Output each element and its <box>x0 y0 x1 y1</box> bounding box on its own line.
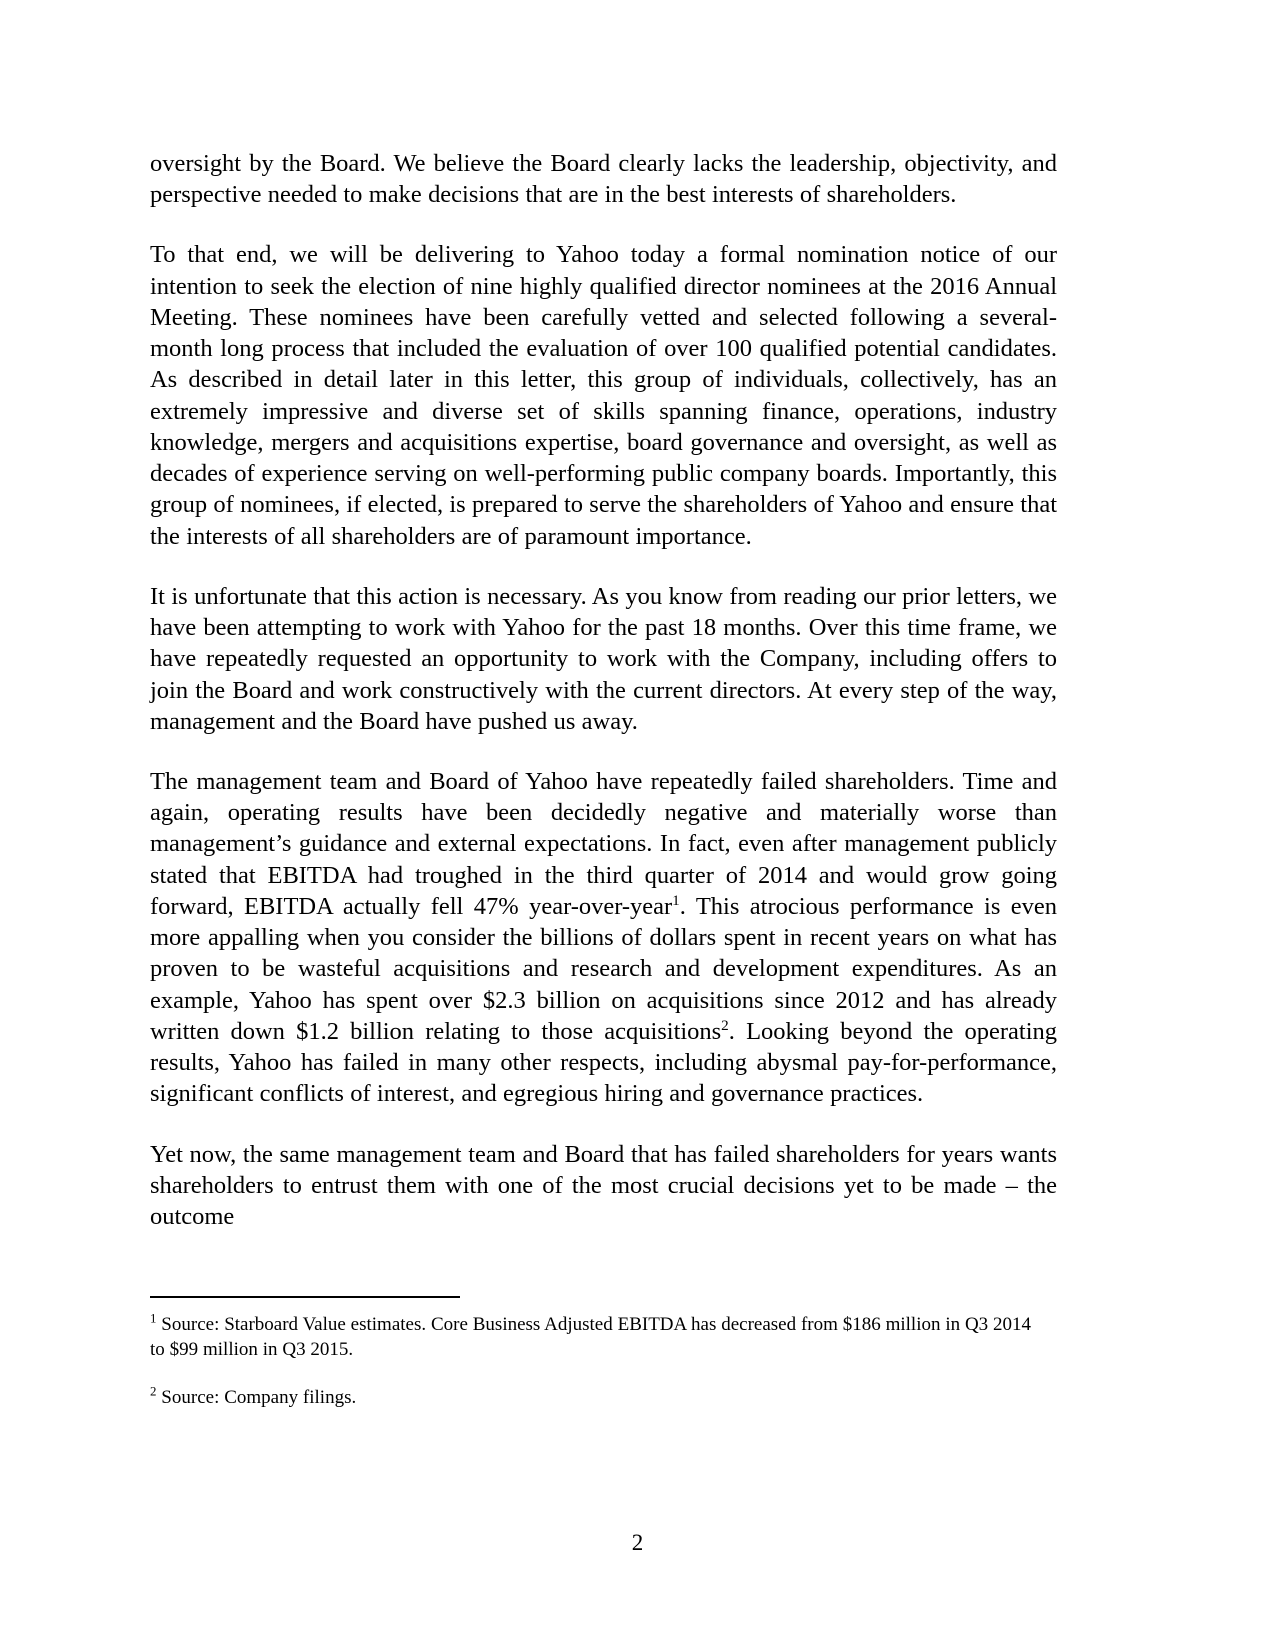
paragraph-failed-shareholders: The management team and Board of Yahoo have repeatedly failed shareholders. Time and again, operating results have been decidedly negative and materially worse than management’s guidance and external expectations. In fact, even after management publicly stated that EBITDA had troughed in the third quarter of 2014 and would grow going forward, EBITDA actually fell 47% year-over-year$^1$. This atrocious performance is even more appalling when you consider the billions of dollars spent in recent years on what has proven to be wasteful acquisitions and research and development expenditures. As an example, Yahoo has spent over $2.3 billion on acquisitions since 2012 and has already written down $1.2 billion relating to those acquisitions$^2$. Looking beyond the operating results, Yahoo has failed in many other respects, including abysmal pay-for-performance, significant conflicts of interest, and egregious hiring and governance practices. <box>150 767 1057 1108</box>
footnote-reference-1: 1 <box>672 891 680 909</box>
footnote-2-text: Source: Company filings. <box>156 1386 357 1408</box>
footnote-1 <box>150 1312 1040 1363</box>
footnote-1-text: Source: Starboard Value estimates. Core Business Adjusted EBITDA has decreased from $186 million in Q3 2014 to $99 million in Q3 2015. <box>150 1314 1032 1361</box>
footnote-2 <box>150 1385 1040 1410</box>
paragraph-oversight: oversight by the Board. We believe the Board clearly lacks the leadership, objectivity, and perspective needed to make decisions that are in the best interests of shareholders. <box>150 150 1057 209</box>
footnote-reference-2: 2 <box>721 1016 729 1034</box>
page-number: 2 <box>631 1530 644 1555</box>
footnote-separator-rule <box>150 1296 460 1298</box>
footnote-area <box>150 1296 1040 1410</box>
footnote-2-marker: 2 <box>150 1383 157 1399</box>
footnote-1-marker: 1 <box>150 1310 157 1326</box>
paragraph-unfortunate-action: It is unfortunate that this action is necessary. As you know from reading our prior letters, we have been attempting to work with Yahoo for the past 18 months. Over this time frame, we have repeatedly requested an opportunity to work with the Company, including offers to join the Board and work constructively with the current directors. At every step of the way, management and the Board have pushed us away. <box>150 582 1057 735</box>
paragraph-yet-now: Yet now, the same management team and Board that has failed shareholders for years wants shareholders to entrust them with one of the most crucial decisions yet to be made – the outcome <box>150 1140 1057 1231</box>
page-body-content <box>150 148 1057 1232</box>
paragraph-nomination-notice: To that end, we will be delivering to Yahoo today a formal nomination notice of our intention to seek the election of nine highly qualified director nominees at the 2016 Annual Meeting. These nominees have been carefully vetted and selected following a several-month long process that included the evaluation of over 100 qualified potential candidates. As described in detail later in this letter, this group of individuals, collectively, has an extremely impressive and diverse set of skills spanning finance, operations, industry knowledge, mergers and acquisitions expertise, board governance and oversight, as well as decades of experience serving on well-performing public company boards. Importantly, this group of nominees, if elected, is prepared to serve the shareholders of Yahoo and ensure that the interests of all shareholders are of paramount importance. <box>150 241 1057 550</box>
